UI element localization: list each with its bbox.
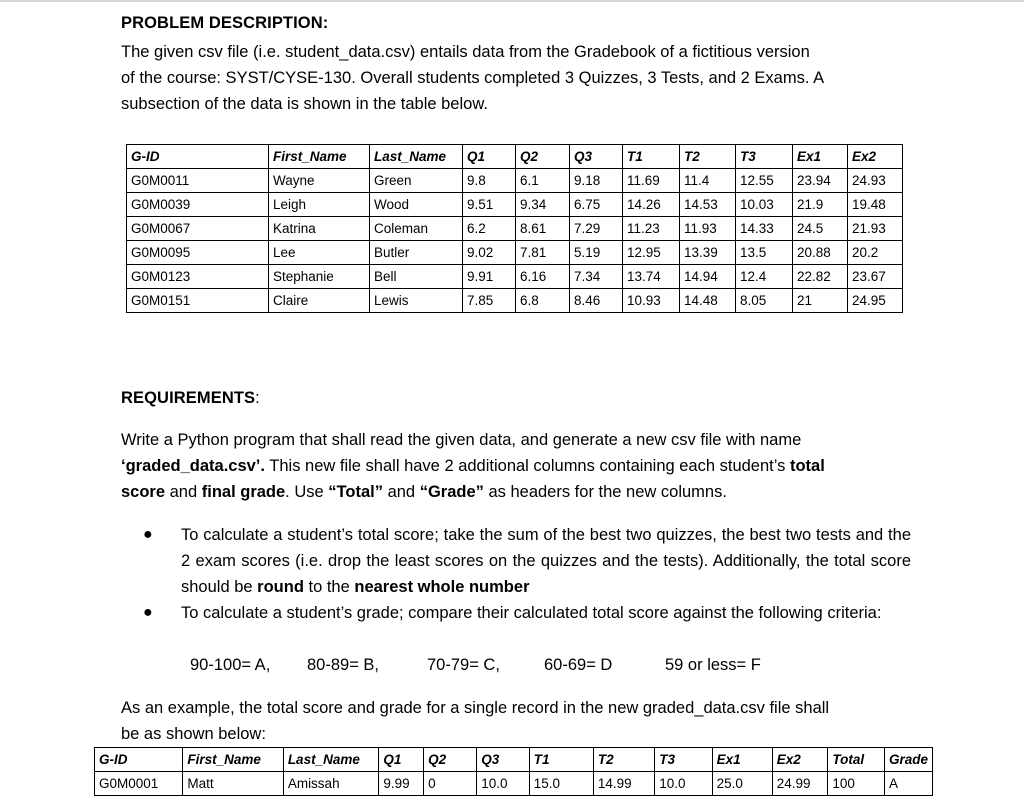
column-header-q1: Q1 bbox=[379, 748, 424, 772]
table-header-row bbox=[127, 145, 903, 169]
criteria-b: 80-89= B, bbox=[307, 656, 380, 674]
criteria-a: 90-100= A, bbox=[190, 656, 271, 674]
table-header-row bbox=[95, 748, 933, 772]
table-cell: 6.1 bbox=[516, 169, 570, 193]
table-cell: 100 bbox=[828, 772, 885, 796]
table-cell: G0M0001 bbox=[95, 772, 183, 796]
table-cell: 10.0 bbox=[655, 772, 712, 796]
requirements-line-2: ‘graded_data.csv’. This new file shall have 2 additional columns containing each student’s total bbox=[121, 457, 825, 475]
problem-line-2: of the course: SYST/CYSE-130. Overall students completed 3 Quizzes, 3 Tests, and 2 Exams. A bbox=[121, 69, 825, 87]
criteria-c: 70-79= C, bbox=[427, 656, 500, 674]
table-cell: 23.94 bbox=[793, 169, 848, 193]
table-cell: 7.81 bbox=[516, 241, 570, 265]
table-cell: G0M0123 bbox=[127, 265, 269, 289]
table-cell: 20.88 bbox=[793, 241, 848, 265]
table-cell: G0M0095 bbox=[127, 241, 269, 265]
requirements-line-3: score and final grade. Use “Total” and “Grade” as headers for the new columns. bbox=[121, 483, 727, 501]
table-cell: Leigh bbox=[269, 193, 370, 217]
table-cell: 13.39 bbox=[680, 241, 736, 265]
example-output-table bbox=[94, 747, 933, 796]
table-cell: 24.99 bbox=[772, 772, 828, 796]
column-header-t2: T2 bbox=[680, 145, 736, 169]
table-cell: Amissah bbox=[283, 772, 379, 796]
column-header-gid: G-ID bbox=[95, 748, 183, 772]
table-cell: Stephanie bbox=[269, 265, 370, 289]
table-cell: G0M0011 bbox=[127, 169, 269, 193]
column-header-ex2: Ex2 bbox=[848, 145, 903, 169]
table-cell: 6.8 bbox=[516, 289, 570, 313]
table-cell: 9.34 bbox=[516, 193, 570, 217]
table-cell: 24.95 bbox=[848, 289, 903, 313]
table-cell: Bell bbox=[370, 265, 463, 289]
criteria-d: 60-69= D bbox=[544, 656, 613, 674]
requirements-heading: REQUIREMENTS: bbox=[121, 389, 260, 407]
table-cell: 6.2 bbox=[463, 217, 516, 241]
table-cell: 22.82 bbox=[793, 265, 848, 289]
table-cell: 8.46 bbox=[570, 289, 623, 313]
table-cell: 12.55 bbox=[736, 169, 793, 193]
table-cell: G0M0039 bbox=[127, 193, 269, 217]
table-cell: 7.29 bbox=[570, 217, 623, 241]
requirements-intro bbox=[121, 427, 911, 505]
table-cell: 14.33 bbox=[736, 217, 793, 241]
table-cell: 9.8 bbox=[463, 169, 516, 193]
column-header-last-name: Last_Name bbox=[370, 145, 463, 169]
table-cell: 20.2 bbox=[848, 241, 903, 265]
criteria-f: 59 or less= F bbox=[665, 656, 761, 674]
table-cell: Butler bbox=[370, 241, 463, 265]
column-header-last-name: Last_Name bbox=[283, 748, 379, 772]
bullet-icon: ● bbox=[143, 526, 153, 543]
problem-line-1: The given csv file (i.e. student_data.csv) entails data from the Gradebook of a fictitious version bbox=[121, 43, 810, 61]
table-row bbox=[127, 241, 903, 265]
column-header-q3: Q3 bbox=[477, 748, 529, 772]
table-cell: Katrina bbox=[269, 217, 370, 241]
table-cell: 7.34 bbox=[570, 265, 623, 289]
table-cell: Matt bbox=[183, 772, 283, 796]
column-header-q2: Q2 bbox=[424, 748, 477, 772]
column-header-q2: Q2 bbox=[516, 145, 570, 169]
table-cell: 11.4 bbox=[680, 169, 736, 193]
column-header-grade: Grade bbox=[884, 748, 932, 772]
list-item-total-score: ● To calculate a student’s total score; take the sum of the best two quizzes, the best two tests and the 2 exam scores (i.e. drop the least scores on the quizzes and the tests). Additionally, the total score should be round to the nearest whole number bbox=[121, 522, 911, 600]
table-cell: Claire bbox=[269, 289, 370, 313]
table-cell: 12.4 bbox=[736, 265, 793, 289]
table-cell: Wayne bbox=[269, 169, 370, 193]
column-header-first-name: First_Name bbox=[269, 145, 370, 169]
table-cell: 8.05 bbox=[736, 289, 793, 313]
table-cell: 9.02 bbox=[463, 241, 516, 265]
table-cell: 21.9 bbox=[793, 193, 848, 217]
table-cell: 0 bbox=[424, 772, 477, 796]
example-text bbox=[121, 695, 911, 747]
table-cell: Wood bbox=[370, 193, 463, 217]
table-cell: 9.51 bbox=[463, 193, 516, 217]
column-header-ex2: Ex2 bbox=[772, 748, 828, 772]
column-header-ex1: Ex1 bbox=[793, 145, 848, 169]
column-header-t1: T1 bbox=[529, 748, 593, 772]
list-item-grade: ● To calculate a student’s grade; compare their calculated total score against the following criteria: bbox=[121, 600, 911, 626]
table-cell: 10.93 bbox=[623, 289, 680, 313]
student-data-table bbox=[126, 144, 903, 313]
table-cell: 19.48 bbox=[848, 193, 903, 217]
table-cell: 13.74 bbox=[623, 265, 680, 289]
table-cell: 9.18 bbox=[570, 169, 623, 193]
column-header-ex1: Ex1 bbox=[712, 748, 772, 772]
table-cell: 21 bbox=[793, 289, 848, 313]
column-header-q1: Q1 bbox=[463, 145, 516, 169]
column-header-gid: G-ID bbox=[127, 145, 269, 169]
table-cell: 10.0 bbox=[477, 772, 529, 796]
table-cell: G0M0067 bbox=[127, 217, 269, 241]
grade-criteria bbox=[190, 656, 761, 675]
table-row bbox=[127, 217, 903, 241]
table-cell: 15.0 bbox=[529, 772, 593, 796]
table-cell: A bbox=[884, 772, 932, 796]
table-cell: Coleman bbox=[370, 217, 463, 241]
column-header-t2: T2 bbox=[593, 748, 654, 772]
table-cell: 11.69 bbox=[623, 169, 680, 193]
column-header-t3: T3 bbox=[736, 145, 793, 169]
table-cell: 14.48 bbox=[680, 289, 736, 313]
table-cell: 24.5 bbox=[793, 217, 848, 241]
bullet-icon: ● bbox=[143, 604, 153, 621]
table-cell: 25.0 bbox=[712, 772, 772, 796]
table-cell: Green bbox=[370, 169, 463, 193]
column-header-total: Total bbox=[828, 748, 885, 772]
problem-description bbox=[121, 39, 911, 117]
table-cell: 24.93 bbox=[848, 169, 903, 193]
column-header-q3: Q3 bbox=[570, 145, 623, 169]
table-cell: 14.26 bbox=[623, 193, 680, 217]
column-header-t3: T3 bbox=[655, 748, 712, 772]
table-cell: 10.03 bbox=[736, 193, 793, 217]
requirements-list bbox=[121, 522, 911, 626]
table-row bbox=[127, 169, 903, 193]
table-cell: 14.53 bbox=[680, 193, 736, 217]
table-row bbox=[127, 289, 903, 313]
column-header-t1: T1 bbox=[623, 145, 680, 169]
table-cell: 7.85 bbox=[463, 289, 516, 313]
table-cell: 5.19 bbox=[570, 241, 623, 265]
table-cell: Lewis bbox=[370, 289, 463, 313]
table-cell: 11.23 bbox=[623, 217, 680, 241]
table-row bbox=[127, 265, 903, 289]
table-cell: 6.75 bbox=[570, 193, 623, 217]
problem-heading: PROBLEM DESCRIPTION: bbox=[121, 14, 329, 32]
table-cell: 6.16 bbox=[516, 265, 570, 289]
problem-line-3: subsection of the data is shown in the table below. bbox=[121, 95, 488, 113]
table-cell: 9.99 bbox=[379, 772, 424, 796]
table-cell: G0M0151 bbox=[127, 289, 269, 313]
table-cell: 14.94 bbox=[680, 265, 736, 289]
table-cell: 9.91 bbox=[463, 265, 516, 289]
table-cell: 23.67 bbox=[848, 265, 903, 289]
table-cell: 11.93 bbox=[680, 217, 736, 241]
table-cell: Lee bbox=[269, 241, 370, 265]
table-cell: 14.99 bbox=[593, 772, 654, 796]
column-header-first-name: First_Name bbox=[183, 748, 283, 772]
requirements-line-1: Write a Python program that shall read the given data, and generate a new csv file with name bbox=[121, 431, 802, 449]
table-cell: 8.61 bbox=[516, 217, 570, 241]
table-row bbox=[95, 772, 933, 796]
example-line-1: As an example, the total score and grade for a single record in the new graded_data.csv file shall bbox=[121, 699, 830, 717]
table-cell: 12.95 bbox=[623, 241, 680, 265]
table-row bbox=[127, 193, 903, 217]
table-cell: 21.93 bbox=[848, 217, 903, 241]
table-cell: 13.5 bbox=[736, 241, 793, 265]
example-line-2: be as shown below: bbox=[121, 725, 266, 743]
